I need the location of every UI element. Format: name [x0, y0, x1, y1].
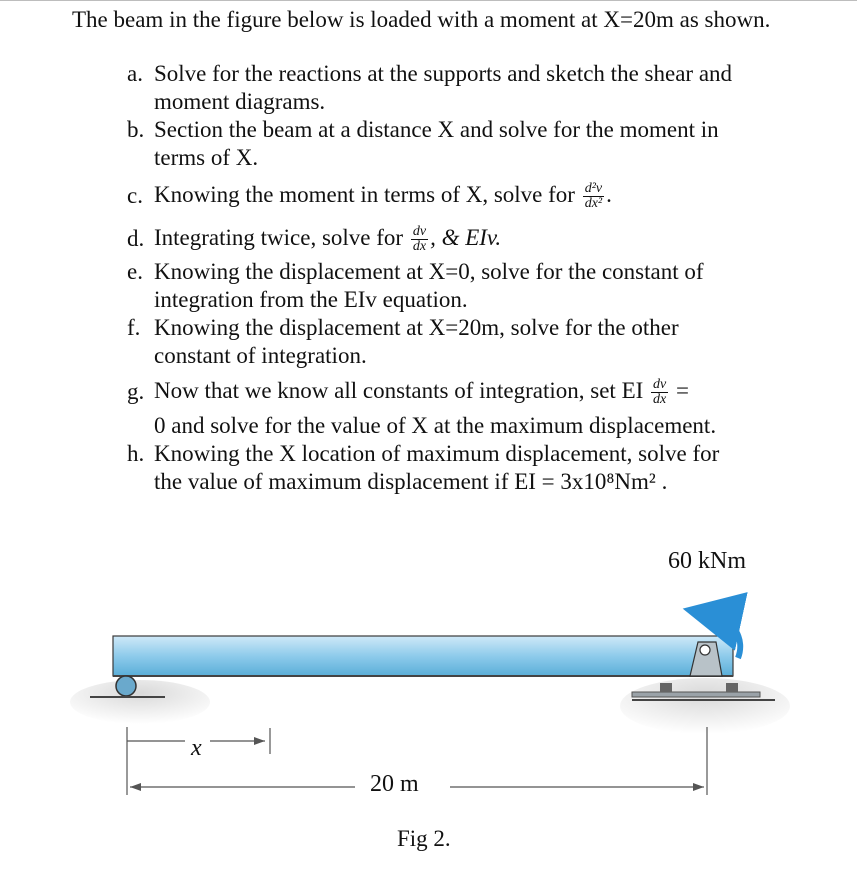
right-ground	[620, 678, 790, 734]
moment-label: 60 kNm	[668, 548, 746, 574]
item-c-post: .	[606, 182, 612, 207]
item-e-label: e.	[127, 259, 143, 284]
item-d-text: Integrating twice, solve for	[154, 225, 404, 250]
item-a-label: a.	[127, 61, 143, 86]
left-ground	[70, 680, 210, 724]
fraction-denominator: dx²	[584, 196, 603, 212]
item-b-line1: Section the beam at a distance X and solve for the moment in	[154, 117, 719, 142]
fraction-denominator: dx	[412, 239, 427, 255]
figure-caption: Fig 2.	[397, 826, 451, 851]
fraction-denominator: dx	[653, 392, 667, 408]
item-e-line2: integration from the EIv equation.	[154, 287, 468, 312]
item-b-line2: terms of X.	[154, 145, 259, 170]
item-h-line2: the value of maximum displacement if EI = 3x10⁸Nm² .	[154, 469, 668, 494]
roller-support	[116, 676, 136, 696]
item-d-label: d.	[127, 226, 145, 251]
fraction-numerator: dv	[653, 377, 667, 393]
item-f-line1: Knowing the displacement at X=20m, solve for the other	[154, 315, 679, 340]
item-e-line1: Knowing the displacement at X=0, solve for the constant of	[154, 259, 704, 284]
fraction-numerator: dv	[412, 224, 427, 240]
beam	[113, 636, 733, 676]
item-g-label: g.	[127, 379, 145, 404]
item-a-line2: moment diagrams.	[154, 89, 326, 114]
item-g-post: =	[670, 378, 689, 403]
item-g-text: Now that we know all constants of integration, set EI	[154, 378, 644, 403]
item-c-text: Knowing the moment in terms of X, solve for	[154, 182, 575, 207]
item-h-label: h.	[127, 441, 145, 466]
problem-intro: The beam in the figure below is loaded with a moment at X=20m as shown.	[72, 7, 771, 32]
fraction-numerator: d²v	[584, 181, 603, 197]
pin-icon	[700, 645, 710, 655]
item-c-label: c.	[127, 183, 143, 208]
x-label: x	[191, 735, 202, 761]
item-f-label: f.	[127, 315, 141, 340]
span-label: 20 m	[370, 771, 419, 797]
item-d-post: , & EIv.	[430, 225, 502, 250]
item-a-line1: Solve for the reactions at the supports and sketch the shear and	[154, 61, 733, 86]
item-h-line1: Knowing the X location of maximum displacement, solve for	[154, 441, 720, 466]
item-b-label: b.	[127, 117, 145, 142]
item-f-line2: constant of integration.	[154, 343, 367, 368]
item-g-line2: 0 and solve for the value of X at the maximum displacement.	[154, 413, 717, 438]
